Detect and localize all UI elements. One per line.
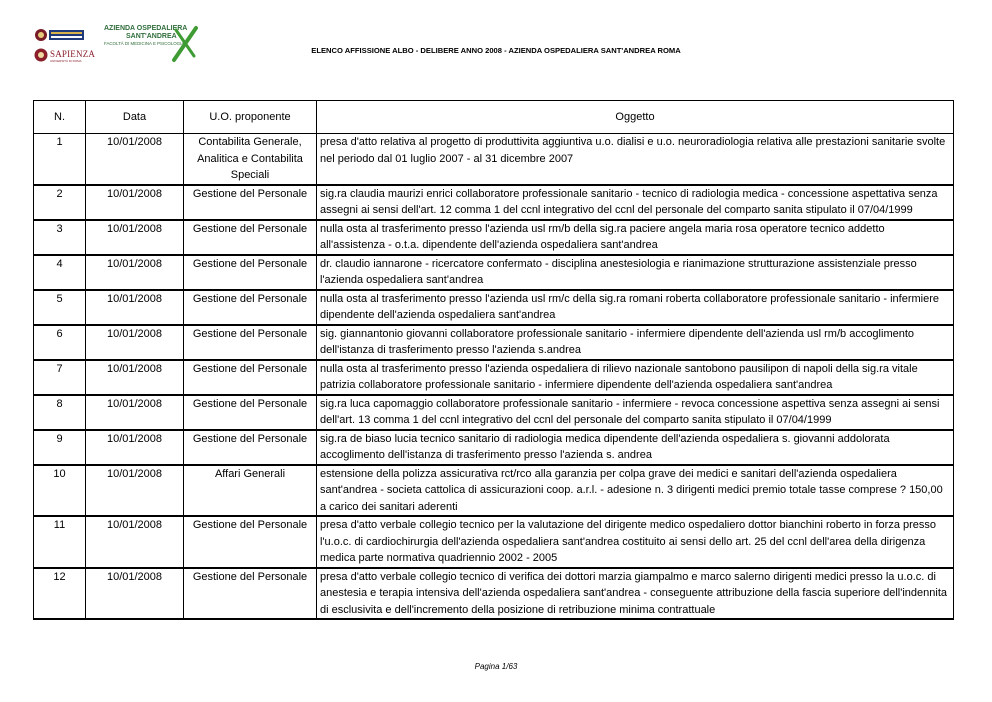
sapienza-wordmark: SAPIENZA [50,49,96,59]
row-number: 6 [34,325,86,360]
table-row [34,430,954,465]
row-date: 10/01/2008 [86,516,184,568]
table-row [34,255,954,290]
table-row [34,185,954,220]
delibere-table [33,100,954,620]
row-subject: nulla osta al trasferimento presso l'azienda usl rm/c della sig.ra romani roberta collaboratore professionale sanitario - infermiere dipendente dell'azienda ospedaliera sant'andrea [317,290,954,325]
hospital-cross-icon [170,26,200,62]
row-unit: Gestione del Personale [184,290,317,325]
table-row [34,465,954,517]
row-number: 4 [34,255,86,290]
row-subject: estensione della polizza assicurativa rct/rco alla garanzia per colpa grave dei medici e sanitari dell'azienda ospedaliera sant'andrea - societa cattolica di assicurazioni coop. a.r.l. - adesione n. 3 dirigenti medici premio totale tasse comprese ? 150,00 a carico dei sanitari aderenti [317,465,954,517]
hospital-logo-line2: SANT'ANDREA [126,33,177,40]
row-unit: Contabilita Generale, Analitica e Contabilita Speciali [184,134,317,185]
row-number: 3 [34,220,86,255]
row-unit: Gestione del Personale [184,568,317,620]
row-date: 10/01/2008 [86,255,184,290]
table-row [34,568,954,620]
table-row [34,516,954,568]
row-unit: Gestione del Personale [184,516,317,568]
row-unit: Affari Generali [184,465,317,517]
row-number: 5 [34,290,86,325]
row-unit: Gestione del Personale [184,325,317,360]
row-date: 10/01/2008 [86,185,184,220]
row-date: 10/01/2008 [86,465,184,517]
row-number: 11 [34,516,86,568]
table-header-row [34,101,954,134]
row-number: 12 [34,568,86,620]
column-header-unit: U.O. proponente [184,101,317,134]
column-header-number: N. [34,101,86,134]
row-unit: Gestione del Personale [184,360,317,395]
row-date: 10/01/2008 [86,290,184,325]
row-subject: sig. giannantonio giovanni collaboratore professionale sanitario - infermiere dipendente dell'azienda usl rm/b accoglimento dell'istanza di trasferimento presso l'azienda s.andrea [317,325,954,360]
row-date: 10/01/2008 [86,568,184,620]
table-row [34,360,954,395]
university-seal-icon [34,28,86,42]
table-row [34,395,954,430]
row-subject: sig.ra luca capomaggio collaboratore professionale sanitario - infermiere - revoca concessione aspettiva senza assegni ai sensi dell'art. 13 comma 1 del ccnl integrativo del ccnl del personale del comparto sanita stipulato il 07/04/1999 [317,395,954,430]
table-row [34,220,954,255]
table-row [34,134,954,185]
row-unit: Gestione del Personale [184,185,317,220]
column-header-subject: Oggetto [317,101,954,134]
hospital-logo [100,24,204,64]
document-title: ELENCO AFFISSIONE ALBO - DELIBERE ANNO 2008 - AZIENDA OSPEDALIERA SANT'ANDREA ROMA [311,46,681,55]
row-subject: nulla osta al trasferimento presso l'azienda usl rm/b della sig.ra paciere angela maria rosa operatore tecnico addetto all'assistenza - o.t.a. dipendente dell'azienda ospedaliera sant'andrea [317,220,954,255]
row-unit: Gestione del Personale [184,430,317,465]
row-number: 9 [34,430,86,465]
row-number: 8 [34,395,86,430]
row-subject: nulla osta al trasferimento presso l'azienda ospedaliera di rilievo nazionale santobono pausilipon di napoli della sig.ra vitale patrizia collaboratore professionale sanitario - infermiere dipendente dell'azienda ospedaliera sant'andrea [317,360,954,395]
sapienza-subtitle: UNIVERSITÀ DI ROMA [50,59,82,63]
row-unit: Gestione del Personale [184,220,317,255]
hospital-logo-line3: FACOLTÀ DI MEDICINA E PSICOLOGIA [104,41,185,46]
row-number: 2 [34,185,86,220]
row-subject: sig.ra de biaso lucia tecnico sanitario di radiologia medica dipendente dell'azienda ospedaliera s. giovanni addolorata accoglimento dell'istanza di trasferimento presso l'azienda s. andrea [317,430,954,465]
row-date: 10/01/2008 [86,220,184,255]
table-row [34,325,954,360]
row-number: 1 [34,134,86,185]
row-unit: Gestione del Personale [184,395,317,430]
row-subject: presa d'atto verbale collegio tecnico per la valutazione del dirigente medico ospedaliero dottor bianchini roberto in forza presso l'u.o.c. di cardiochirurgia dell'azienda ospedaliera sant'andrea costituito ai sensi dello art. 25 del ccnl dell'area della dirigenza medica parte normativa quadriennio 2002 - 2005 [317,516,954,568]
table-row [34,290,954,325]
row-number: 7 [34,360,86,395]
row-number: 10 [34,465,86,517]
column-header-date: Data [86,101,184,134]
row-subject: presa d'atto verbale collegio tecnico di verifica dei dottori marzia giampalmo e marco salerno dirigenti medici presso la u.o.c. di anestesia e terapia intensiva dell'azienda ospedaliera sant'andrea - conseguente attribuzione della fascia superiore dell'indennita di esclusivita e dell'incremento della posizione di retribuzione minima contrattuale [317,568,954,620]
row-subject: presa d'atto relativa al progetto di produttivita aggiuntiva u.o. dialisi e u.o. neuroradiologia relativa alle prestazioni sanitarie svolte nel periodo dal 01 luglio 2007 - al 31 dicembre 2007 [317,134,954,185]
row-subject: dr. claudio iannarone - ricercatore confermato - disciplina anestesiologia e rianimazione strutturazione assistenziale presso l'azienda ospedaliera sant'andrea [317,255,954,290]
row-date: 10/01/2008 [86,395,184,430]
page-indicator: Pagina 1/63 [474,662,518,671]
row-unit: Gestione del Personale [184,255,317,290]
row-date: 10/01/2008 [86,325,184,360]
row-date: 10/01/2008 [86,430,184,465]
row-date: 10/01/2008 [86,360,184,395]
hospital-logo-line1: AZIENDA OSPEDALIERA [104,25,188,32]
row-date: 10/01/2008 [86,134,184,185]
row-subject: sig.ra claudia maurizi enrici collaboratore professionale sanitario - tecnico di radiologia medica - concessione aspettativa senza assegni ai sensi dell'art. 12 comma 1 del ccnl integrativo del ccnl del personale del comparto sanita stipulato il 07/04/1999 [317,185,954,220]
